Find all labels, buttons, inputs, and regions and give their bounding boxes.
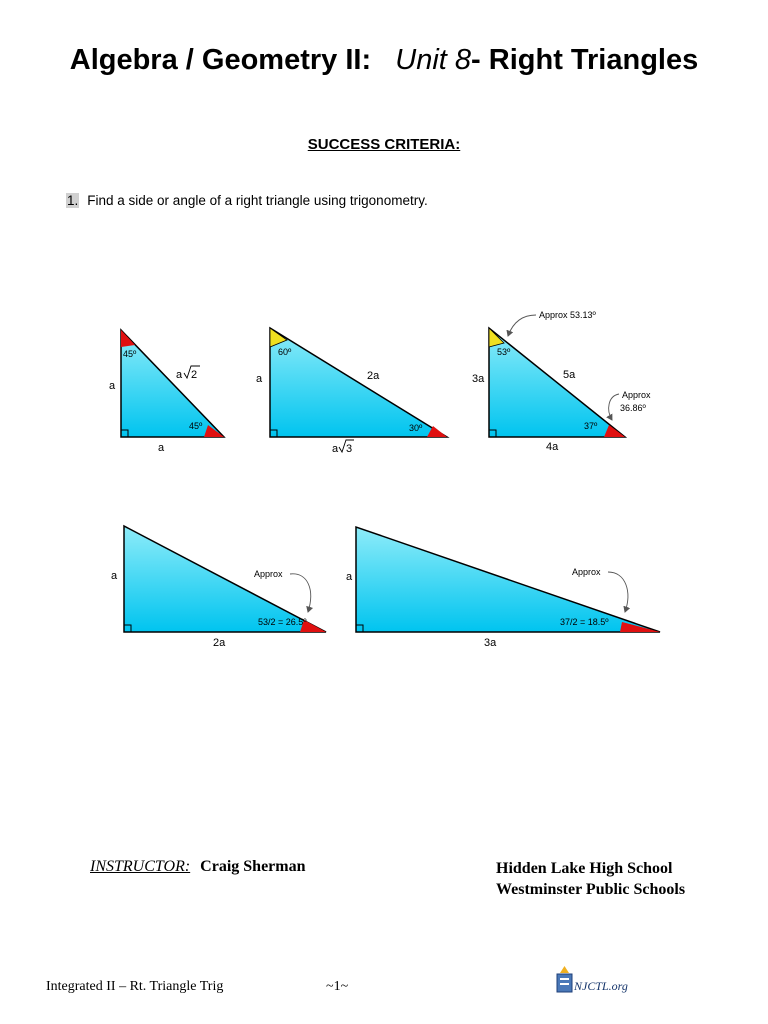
njctl-logo: [556, 966, 636, 996]
annotation: Approx: [622, 390, 651, 400]
instructor-name: Craig Sherman: [200, 858, 306, 875]
success-criteria-heading: SUCCESS CRITERIA:: [307, 136, 461, 153]
side-label: 4a: [546, 441, 559, 453]
side-label: 2a: [213, 637, 226, 649]
side-label: a: [332, 443, 339, 455]
school-info: [496, 858, 685, 900]
instructor: [90, 858, 306, 876]
angle-label: 53/2 = 26.5º: [258, 617, 307, 627]
triangle-shape: [121, 330, 224, 437]
side-label: a: [109, 380, 116, 392]
triangle-30-60-90: [256, 328, 447, 455]
title-part1: Algebra / Geometry II:: [69, 44, 372, 76]
side-label: a: [256, 373, 263, 385]
annotation: Approx: [254, 569, 283, 579]
footer-page-number: ~1~: [326, 979, 349, 994]
angle-label: 45º: [123, 349, 137, 359]
side-label: 3a: [484, 637, 497, 649]
criteria-number: 1.: [67, 193, 79, 208]
side-label: a: [111, 570, 118, 582]
district-name: Westminster Public Schools: [496, 881, 686, 898]
side-label: 5a: [563, 369, 576, 381]
side-label: 3a: [472, 373, 485, 385]
angle-label: 60º: [278, 347, 292, 357]
title-part2: - Right Triangles: [471, 44, 699, 76]
triangle-a-2a: [111, 526, 326, 649]
angle-label: 45º: [189, 421, 203, 431]
angle-marker: [121, 330, 135, 347]
annotation-arrow: [508, 315, 536, 336]
triangle-shape: [270, 328, 447, 437]
angle-label: 30º: [409, 423, 423, 433]
logo-text: NJCTL.org: [574, 979, 628, 993]
side-label: a: [176, 369, 183, 381]
triangle-shape: [356, 527, 660, 632]
triangle-shape: [489, 328, 625, 437]
annotation: Approx: [572, 567, 601, 577]
side-label: 3: [346, 443, 353, 455]
triangle-3-4-5: [472, 310, 651, 453]
annotation-arrow: [608, 572, 628, 612]
annotation-arrow: [290, 574, 311, 612]
angle-label: 37º: [584, 421, 598, 431]
annotation: Approx 53.13º: [539, 310, 596, 320]
footer-course: Integrated II – Rt. Triangle Trig: [46, 979, 224, 994]
side-label: 2a: [367, 370, 380, 382]
title-unit: Unit 8: [395, 44, 472, 76]
side-label: a: [158, 442, 165, 454]
annotation-arrow: [609, 394, 619, 420]
angle-label: 37/2 = 18.5º: [560, 617, 609, 627]
criteria-text: Find a side or angle of a right triangle using trigonometry.: [87, 193, 428, 208]
annotation: 36.86º: [620, 403, 646, 413]
angle-label: 53º: [497, 347, 511, 357]
side-label: 2: [191, 369, 198, 381]
side-label: a: [346, 571, 353, 583]
school-name: Hidden Lake High School: [496, 860, 673, 877]
triangle-45-45-90: [109, 330, 224, 454]
logo-icon: [556, 966, 574, 994]
triangle-a-3a: [346, 527, 660, 649]
instructor-label: INSTRUCTOR:: [90, 858, 191, 875]
angle-marker: [620, 622, 660, 632]
